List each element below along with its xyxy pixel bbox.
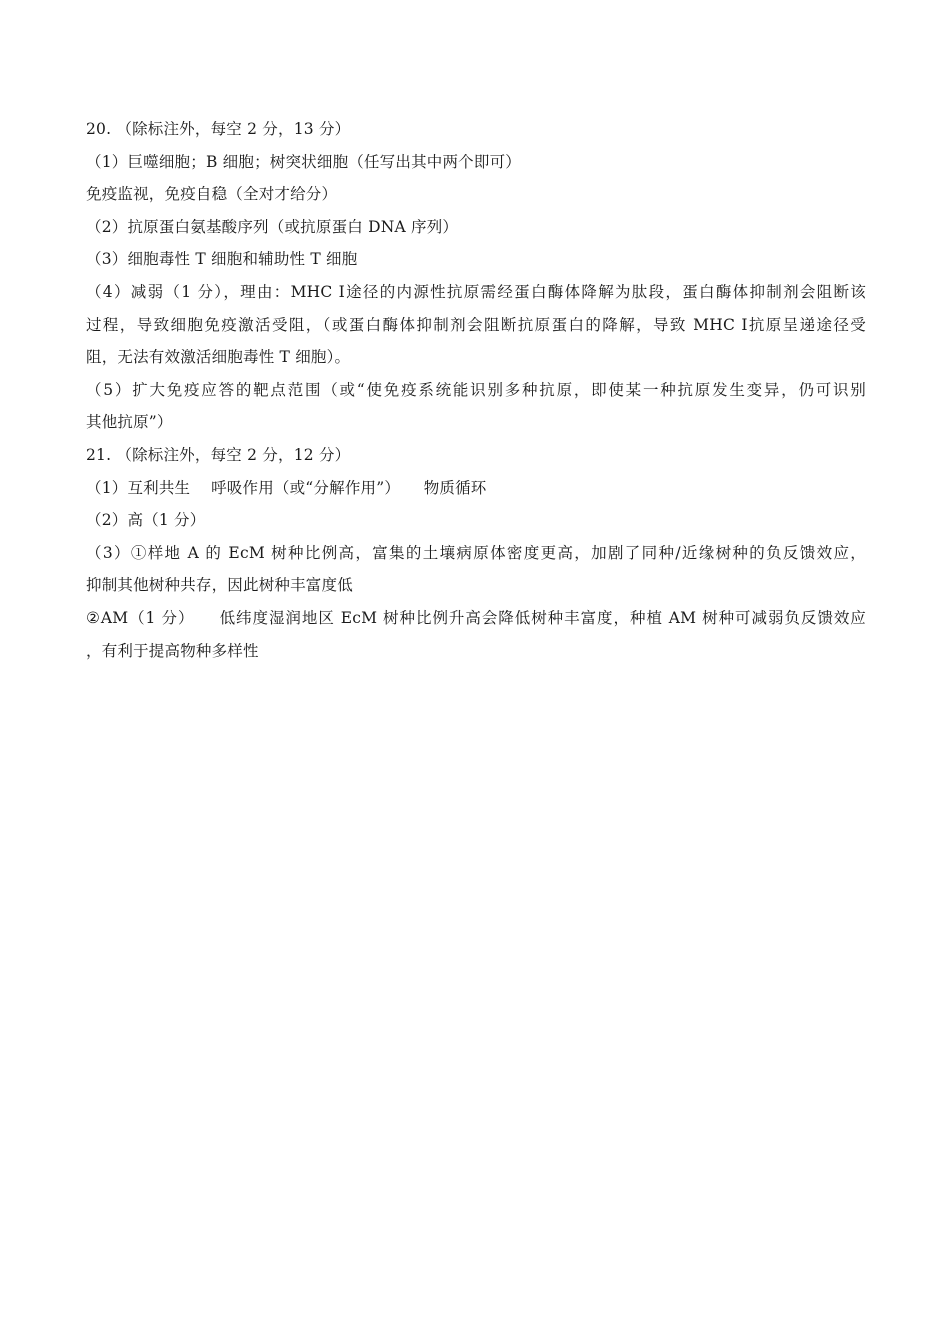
q21-header: 21. （除标注外，每空 2 分，12 分） — [86, 445, 351, 464]
q20-part4-line2: 过程，导致细胞免疫激活受阻，（或蛋白酶体抑制剂会阻断抗原蛋白的降解，导致 MHC Ⅰ抗原呈递途径受 — [86, 315, 866, 334]
q21-part2-answer: （2）高（1 分） — [86, 511, 206, 530]
q20-part4-line1: （4）减弱（1 分），理由：MHC Ⅰ途径的内源性抗原需经蛋白酶体降解为肽段，蛋白酶体抑制剂会阻断该 — [86, 282, 866, 301]
q20-part5-line2: 其他抗原”） — [86, 413, 173, 432]
q21-part3-line3: ②AM（1 分） 低纬度湿润地区 EcM 树种比例升高会降低树种丰富度，种植 AM 树种可减弱负反馈效应 — [86, 608, 866, 627]
answer-page — [86, 113, 866, 667]
q20-part5-line1: （5）扩大免疫应答的靶点范围（或“使免疫系统能识别多种抗原，即使某一种抗原发生变异，仍可识别 — [86, 380, 866, 399]
q20-part4-line3: 阻，无法有效激活细胞毒性 T 细胞）。 — [86, 348, 351, 367]
q20-part1-answer: （1）巨噬细胞；B 细胞；树突状细胞（任写出其中两个即可） — [86, 152, 521, 171]
q21-part3-line1: （3）①样地 A 的 EcM 树种比例高，富集的土壤病原体密度更高，加剧了同种/近缘树种的负反馈效应， — [86, 543, 866, 562]
q20-header: 20. （除标注外，每空 2 分，13 分） — [86, 120, 351, 138]
q20-part2-answer: （2）抗原蛋白氨基酸序列（或抗原蛋白 DNA 序列） — [86, 217, 459, 236]
q21-part3-line2: 抑制其他树种共存，因此树种丰富度低 — [86, 576, 353, 595]
q20-part1-answer-2: 免疫监视，免疫自稳（全对才给分） — [86, 185, 338, 204]
q21-part1-answer: （1）互利共生 呼吸作用（或“分解作用”） 物质循环 — [86, 478, 487, 497]
q20-part3-answer: （3）细胞毒性 T 细胞和辅助性 T 细胞 — [86, 250, 358, 269]
q21-part3-line4: ，有利于提高物种多样性 — [86, 641, 259, 660]
